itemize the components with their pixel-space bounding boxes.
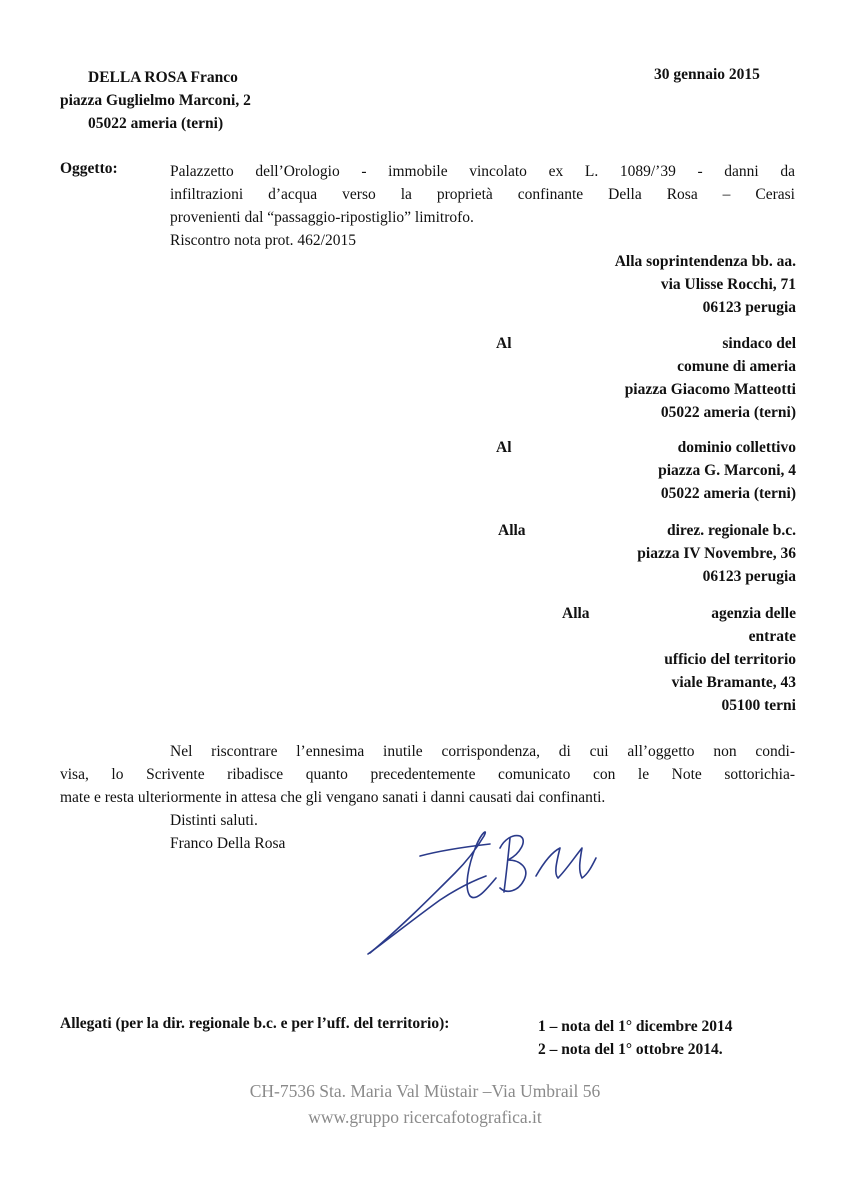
- letter-body: [60, 740, 795, 809]
- recipient-prefix: Alla: [562, 605, 590, 622]
- recipient-line: entrate: [748, 628, 796, 645]
- recipient-line: 06123 perugia: [702, 299, 796, 316]
- subject-label: Oggetto:: [60, 160, 118, 177]
- recipient-line: 05100 terni: [721, 697, 796, 714]
- recipient-line: viale Bramante, 43: [671, 674, 796, 691]
- recipient-dominio: [496, 436, 796, 505]
- attachments-list: [538, 1015, 732, 1061]
- closing: [170, 809, 285, 855]
- recipient-line: ufficio del territorio: [664, 651, 796, 668]
- signer-name: Franco Della Rosa: [170, 835, 286, 852]
- attachments-label: Allegati (per la dir. regionale b.c. e per l’uff. del territorio):: [60, 1015, 450, 1032]
- sender-name: DELLA ROSA Franco: [88, 69, 238, 86]
- sender-street: piazza Guglielmo Marconi, 2: [60, 92, 251, 109]
- greeting: Distinti saluti.: [170, 812, 258, 829]
- recipient-line: Alla soprintendenza bb. aa.: [614, 253, 796, 270]
- body-line: mate e resta ulteriormente in attesa che gli vengano sanati i danni causati dai confinanti.: [60, 789, 606, 806]
- recipient-line: dominio collettivo: [677, 439, 796, 456]
- recipient-line: sindaco del: [722, 335, 796, 352]
- recipient-agenzia: [496, 602, 796, 717]
- footer-website: www.gruppo ricercafotografica.it: [308, 1107, 542, 1127]
- letter-date: 30 gennaio 2015: [654, 66, 760, 83]
- recipient-line: piazza IV Novembre, 36: [637, 545, 796, 562]
- subject-line: Palazzetto dell’Orologio - immobile vincolato ex L. 1089/’39 - danni da: [170, 163, 795, 180]
- recipient-line: 06123 perugia: [702, 568, 796, 585]
- recipient-line: piazza G. Marconi, 4: [658, 462, 796, 479]
- recipient-line: agenzia delle: [711, 605, 796, 622]
- recipient-sindaco: [496, 332, 796, 424]
- recipient-line: 05022 ameria (terni): [660, 404, 796, 421]
- body-line: Nel riscontrare l’ennesima inutile corrispondenza, di cui all’oggetto non condi-: [170, 743, 795, 760]
- handwritten-signature: [360, 818, 620, 963]
- recipient-prefix: Alla: [498, 522, 526, 539]
- attachment-item: 1 – nota del 1° dicembre 2014: [538, 1018, 733, 1035]
- sender-city: 05022 ameria (terni): [88, 115, 224, 132]
- recipient-prefix: Al: [496, 335, 512, 352]
- attachment-item: 2 – nota del 1° ottobre 2014.: [538, 1041, 723, 1058]
- recipient-line: via Ulisse Rocchi, 71: [660, 276, 796, 293]
- subject-line: infiltrazioni d’acqua verso la proprietà confinante Della Rosa – Cerasi: [170, 186, 795, 203]
- recipient-line: comune di ameria: [677, 358, 796, 375]
- subject-text: [170, 160, 795, 252]
- recipient-line: piazza Giacomo Matteotti: [624, 381, 796, 398]
- recipient-line: 05022 ameria (terni): [660, 485, 796, 502]
- body-line: visa, lo Scrivente ribadisce quanto precedentemente comunicato con le Note sottorichia-: [60, 766, 795, 783]
- subject-reference: Riscontro nota prot. 462/2015: [170, 232, 356, 249]
- recipient-soprintendenza: [496, 250, 796, 319]
- recipient-prefix: Al: [496, 439, 512, 456]
- recipient-line: direz. regionale b.c.: [666, 522, 796, 539]
- sender-block: [0, 66, 360, 135]
- recipient-direzione: [496, 519, 796, 588]
- subject-line: provenienti dal “passaggio-ripostiglio” limitrofo.: [170, 209, 474, 226]
- footer-address: CH-7536 Sta. Maria Val Müstair –Via Umbrail 56: [249, 1081, 601, 1101]
